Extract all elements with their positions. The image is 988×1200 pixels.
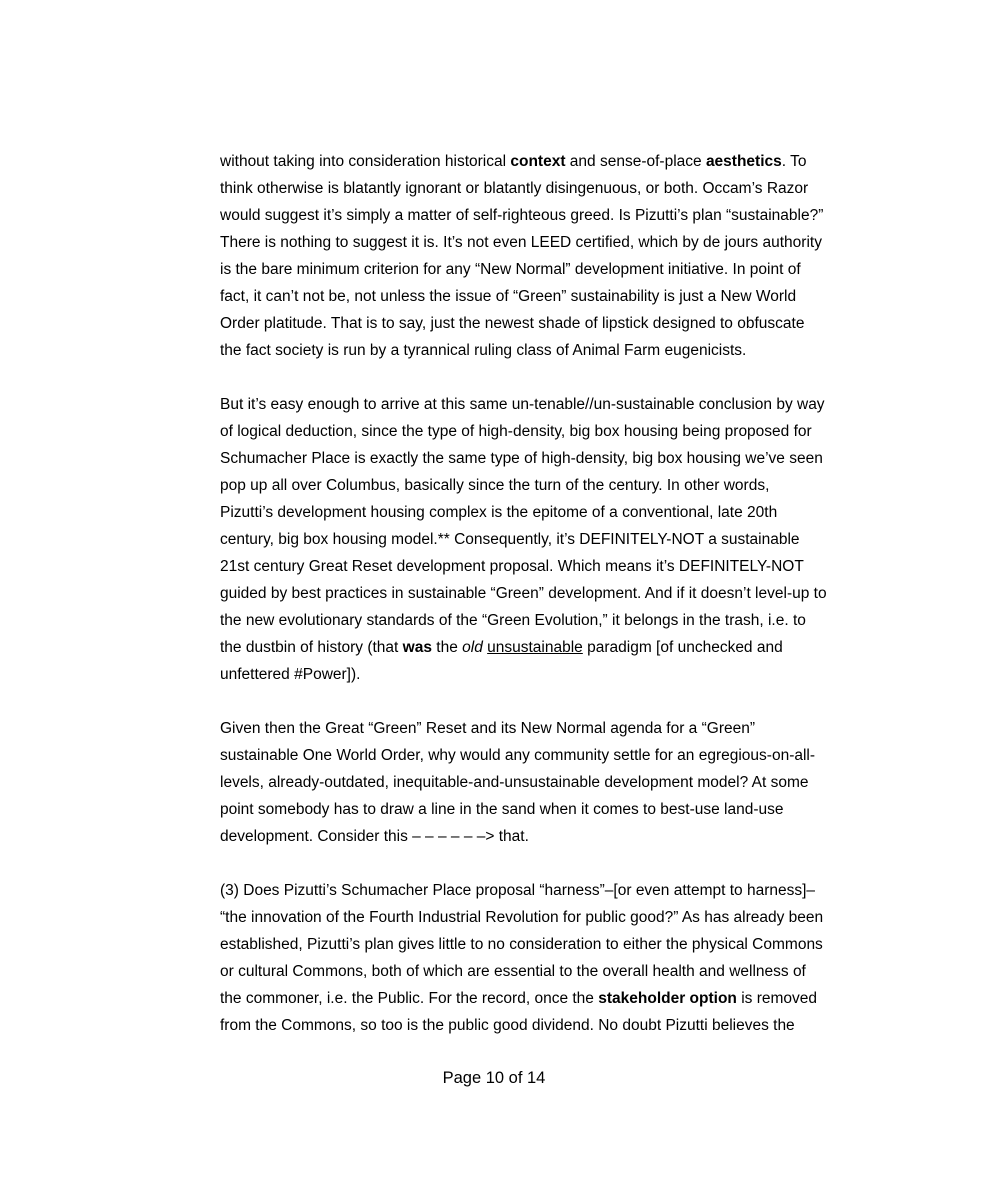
text-run: There is nothing to suggest it is. It’s not even LEED certified, which by de jours authority — [220, 234, 822, 251]
text-run: fact, it can’t not be, not unless the issue of “Green” sustainability is just a New World — [220, 288, 797, 305]
text-run: and sense-of-place — [565, 153, 706, 170]
text-line — [220, 445, 823, 472]
document-body — [220, 148, 827, 1039]
text-run: unfettered #Power]). — [220, 666, 361, 683]
bold-text: context — [510, 153, 566, 170]
text-line — [220, 634, 820, 661]
text-line — [220, 202, 824, 229]
text-run: Pizutti’s development housing complex is the epitome of a conventional, late 20th — [220, 504, 778, 521]
text-line — [220, 742, 820, 769]
italic-text: old — [462, 639, 483, 656]
text-run: Order platitude. That is to say, just the newest shade of lipstick designed to obfuscate — [220, 315, 805, 332]
text-line — [220, 256, 820, 283]
page-number: Page 10 of 14 — [442, 1069, 546, 1087]
text-line — [220, 553, 820, 580]
text-line — [220, 526, 820, 553]
text-run: . To — [781, 153, 807, 170]
text-run: established, Pizutti’s plan gives little to no consideration to either the physical Commons — [220, 936, 823, 953]
text-line — [220, 931, 823, 958]
text-run: sustainable One World Order, why would any community settle for an egregious-on-all- — [220, 747, 816, 764]
text-run: the dustbin of history (that — [220, 639, 403, 656]
text-line — [220, 823, 820, 850]
text-run: the fact society is run by a tyrannical ruling class of Animal Farm eugenicists. — [220, 342, 747, 359]
text-run: century, big box housing model.** Consequently, it’s DEFINITELY-NOT a sustainable — [220, 531, 800, 548]
text-run: development. Consider this – – – – – –> that. — [220, 828, 529, 845]
text-line — [220, 985, 820, 1012]
text-line — [220, 769, 820, 796]
text-run: of logical deduction, since the type of high-density, big box housing being proposed for — [220, 423, 812, 440]
text-line — [220, 715, 820, 742]
text-run: is removed — [736, 990, 818, 1007]
text-run: the — [431, 639, 463, 656]
text-line — [220, 1012, 820, 1039]
text-line — [220, 796, 820, 823]
text-run: levels, already-outdated, inequitable-and-unsustainable development model? At some — [220, 774, 809, 791]
text-line — [220, 661, 820, 688]
text-line — [220, 607, 820, 634]
text-run: the new evolutionary standards of the “Green Evolution,” it belongs in the trash, i.e. to — [220, 612, 806, 629]
text-line — [220, 418, 820, 445]
text-run: paradigm [of unchecked and — [582, 639, 783, 656]
paragraph — [220, 715, 820, 850]
paragraph — [220, 391, 827, 688]
text-line — [220, 472, 820, 499]
text-run: or cultural Commons, both of which are essential to the overall health and wellness of — [220, 963, 806, 980]
text-run: would suggest it’s simply a matter of self-righteous greed. Is Pizutti’s plan “sustainable?” — [220, 207, 824, 224]
text-line — [220, 310, 820, 337]
text-line — [220, 958, 820, 985]
text-line — [220, 904, 824, 931]
paragraph — [220, 148, 824, 364]
bold-text: stakeholder option — [598, 990, 737, 1007]
text-line — [220, 580, 827, 607]
text-run: Schumacher Place is exactly the same type of high-density, big box housing we’ve seen — [220, 450, 823, 467]
paragraph — [220, 877, 824, 1039]
text-run: “the innovation of the Fourth Industrial Revolution for public good?” As has already been — [220, 909, 824, 926]
text-run: But it’s easy enough to arrive at this same un-tenable//un-sustainable conclusion by way — [220, 396, 825, 413]
text-run: think otherwise is blatantly ignorant or blatantly disingenuous, or both. Occam’s Razor — [220, 180, 809, 197]
text-run: point somebody has to draw a line in the sand when it comes to best-use land-use — [220, 801, 784, 818]
text-run: is the bare minimum criterion for any “New Normal” development initiative. In point of — [220, 261, 801, 278]
text-line — [220, 229, 820, 256]
text-line — [220, 283, 820, 310]
text-run: the commoner, i.e. the Public. For the record, once the — [220, 990, 599, 1007]
text-run: 21st century Great Reset development proposal. Which means it’s DEFINITELY-NOT — [220, 558, 804, 575]
text-line — [220, 148, 820, 175]
text-line — [220, 877, 820, 904]
text-run: guided by best practices in sustainable “Green” development. And if it doesn’t level-up to — [220, 585, 827, 602]
text-run: from the Commons, so too is the public good dividend. No doubt Pizutti believes the — [220, 1017, 795, 1034]
bold-text: was — [402, 639, 432, 656]
underlined-text: unsustainable — [487, 639, 583, 656]
text-run: Given then the Great “Green” Reset and its New Normal agenda for a “Green” — [220, 720, 755, 737]
text-run: without taking into consideration historical — [220, 153, 511, 170]
text-line — [220, 391, 825, 418]
bold-text: aesthetics — [705, 153, 782, 170]
text-run: pop up all over Columbus, basically since the turn of the century. In other words, — [220, 477, 770, 494]
text-run: (3) Does Pizutti’s Schumacher Place proposal “harness”–[or even attempt to harness]– — [220, 882, 816, 899]
text-line — [220, 175, 820, 202]
text-line — [220, 337, 820, 364]
text-line — [220, 499, 820, 526]
